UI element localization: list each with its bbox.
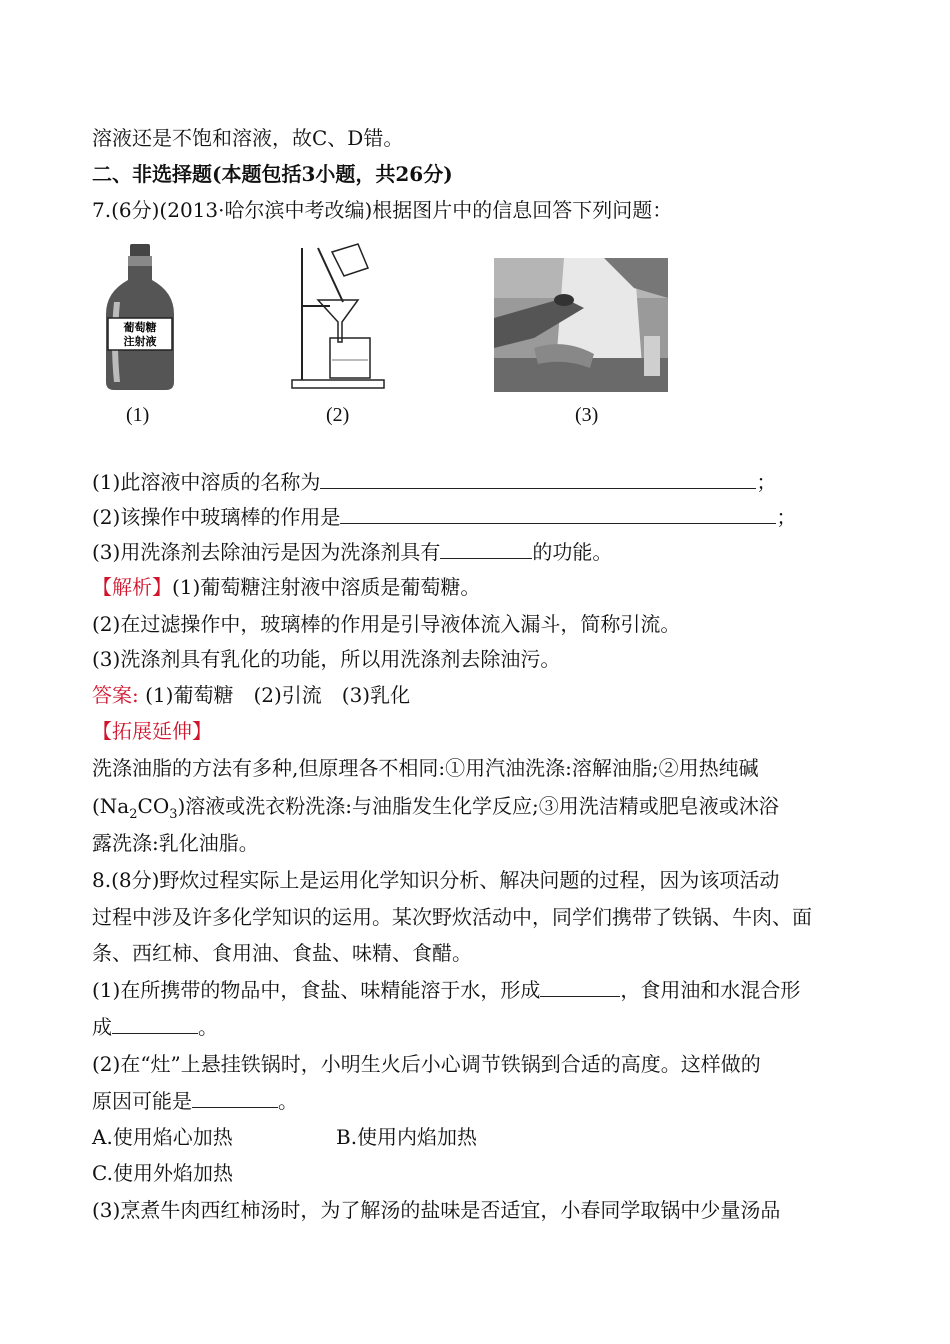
- ext-text: CO: [137, 794, 170, 818]
- q7-part3: [92, 538, 612, 566]
- analysis-line-2: (2)在过滤操作中，玻璃棒的作用是引导液体流入漏斗，简称引流。: [92, 612, 681, 636]
- bottle-label-2: 注射液: [123, 335, 157, 348]
- figure-caption-2: (2): [326, 404, 350, 426]
- q7-part1-text: (1)此溶液中溶质的名称为: [92, 470, 321, 494]
- analysis-line: [92, 573, 480, 601]
- q8-part1-text-3: 成: [92, 1015, 112, 1039]
- subscript: 3: [169, 807, 178, 822]
- semicolon: ；: [756, 470, 777, 494]
- glucose-bottle-figure: [100, 242, 180, 392]
- option-c: C.使用外焰加热: [92, 1161, 233, 1185]
- analysis-line-3: (3)洗涤剂具有乳化的功能，所以用洗涤剂去除油污。: [92, 647, 561, 671]
- question-8-line-1: 8.(8分)野炊过程实际上是运用化学知识分析、解决问题的过程，因为该项活动: [92, 868, 780, 892]
- answer-line: [92, 681, 410, 709]
- q7-part3-text: (3)用洗涤剂去除油污是因为洗涤剂具有: [92, 540, 441, 564]
- answer-blank: [440, 538, 532, 559]
- q8-part1-text: (1)在所携带的物品中，食盐、味精能溶于水，形成: [92, 978, 541, 1002]
- q8-part1-cont: [92, 1013, 218, 1041]
- answer-blank: [540, 976, 620, 997]
- q8-part2-cont: [92, 1087, 298, 1115]
- q8-part1-text-4: 。: [198, 1015, 218, 1039]
- question-8-line-2: 过程中涉及许多化学知识的运用。某次野炊活动中，同学们携带了铁锅、牛肉、面: [92, 905, 812, 929]
- answer-blank: [112, 1013, 198, 1034]
- q7-part1: [92, 468, 776, 496]
- q8-part1-text-2: ，食用油和水混合形: [620, 978, 801, 1002]
- filtration-figure: [288, 242, 388, 392]
- extension-tag: 【拓展延伸】: [92, 719, 212, 743]
- extension-line-1: 洗涤油脂的方法有多种,但原理各不相同:①用汽油洗涤:溶解油脂;②用热纯碱: [92, 756, 759, 780]
- extension-line-3: 露洗涤:乳化油脂。: [92, 831, 259, 855]
- question-7: 7.(6分)(2013·哈尔滨中考改编)根据图片中的信息回答下列问题：: [92, 198, 673, 222]
- q7-part2: [92, 503, 796, 531]
- q7-part3-tail: 的功能。: [532, 540, 613, 564]
- semicolon: ；: [776, 505, 797, 529]
- q8-part1: [92, 976, 800, 1004]
- section-heading: 二、非选择题(本题包括3小题，共26分): [92, 162, 453, 186]
- q8-part3: (3)烹煮牛肉西红柿汤时，为了解汤的盐味是否适宜，小春同学取锅中少量汤品: [92, 1198, 781, 1222]
- answer-blank: [340, 503, 776, 524]
- washing-photo-figure: [494, 258, 668, 392]
- option-a: A.使用焰心加热: [92, 1125, 233, 1149]
- extension-line-2: [92, 792, 779, 829]
- figure-caption-1: (1): [126, 404, 150, 426]
- answer-text: (1)葡萄糖 (2)引流 (3)乳化: [145, 683, 411, 707]
- answer-blank: [192, 1087, 278, 1108]
- option-b: B.使用内焰加热: [336, 1125, 478, 1149]
- q7-part2-text: (2)该操作中玻璃棒的作用是: [92, 505, 341, 529]
- answer-blank: [320, 468, 756, 489]
- analysis-tag: 【解析】: [92, 575, 172, 599]
- analysis-text: (1)葡萄糖注射液中溶质是葡萄糖。: [172, 575, 481, 599]
- answer-tag: 答案:: [92, 683, 139, 707]
- text-line: 溶液还是不饱和溶液，故C、D错。: [92, 126, 404, 150]
- subscript: 2: [129, 807, 138, 822]
- q8-part2: (2)在“灶”上悬挂铁锅时，小明生火后小心调节铁锅到合适的高度。这样做的: [92, 1052, 761, 1076]
- q8-part2-text: 原因可能是: [92, 1089, 192, 1113]
- question-8-line-3: 条、西红柿、食用油、食盐、味精、食醋。: [92, 941, 472, 965]
- figure-caption-3: (3): [575, 404, 599, 426]
- q8-part2-text-2: 。: [278, 1089, 298, 1113]
- ext-text: )溶液或洗衣粉洗涤:与油脂发生化学反应;③用洗洁精或肥皂液或沐浴: [177, 794, 779, 818]
- ext-text: (Na: [92, 794, 130, 818]
- bottle-label-1: 葡萄糖: [123, 321, 157, 334]
